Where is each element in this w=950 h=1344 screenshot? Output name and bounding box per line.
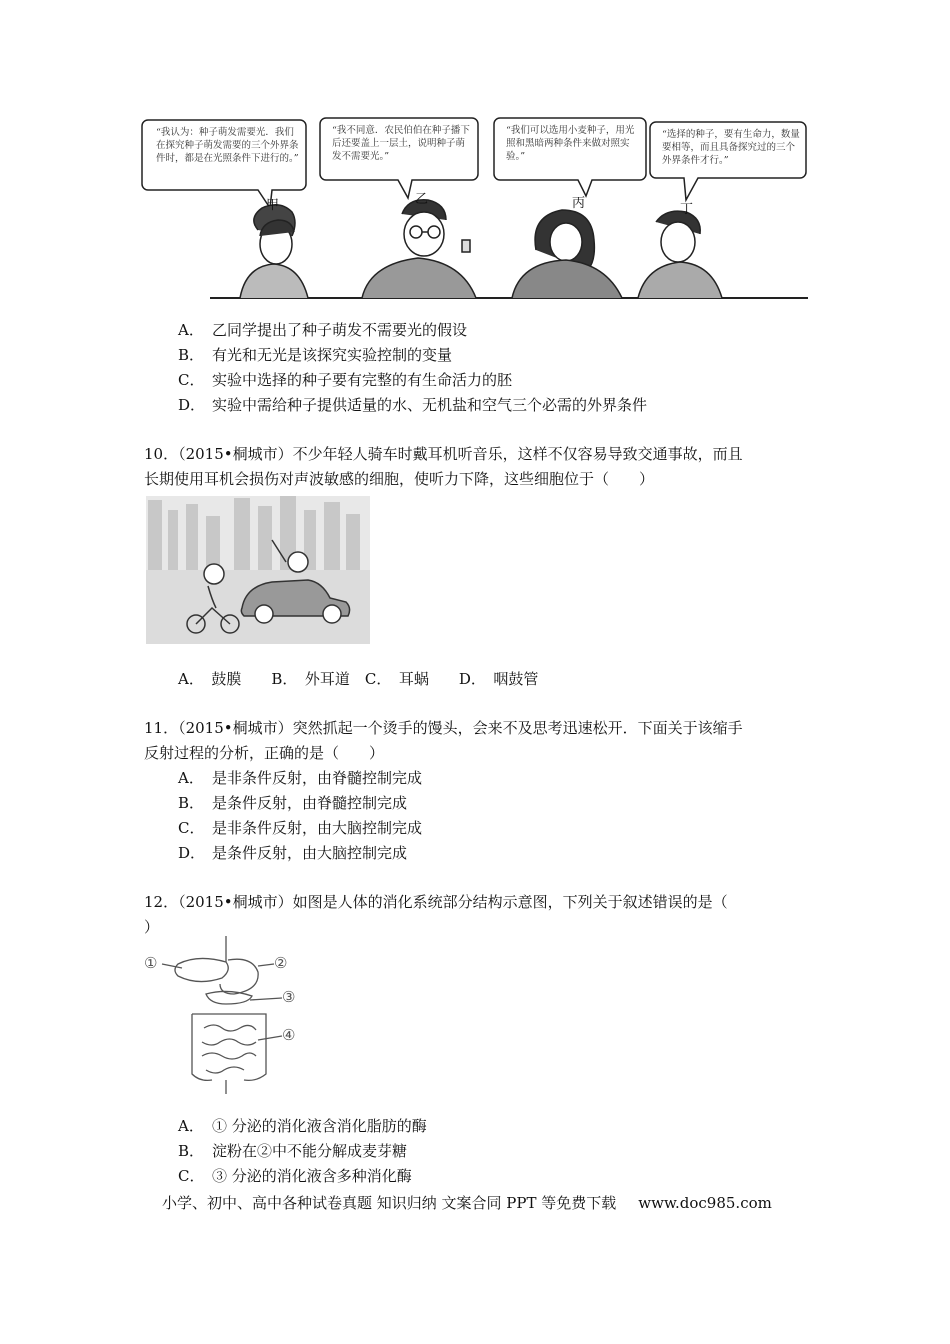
- q9-cartoon-figure: [140, 110, 810, 302]
- q11-option-b[interactable]: B． 是条件反射，由脊髓控制完成: [178, 794, 408, 812]
- organ-label-1: ①: [144, 954, 158, 972]
- organ-label-3: ③: [282, 988, 296, 1006]
- organ-label-4: ④: [282, 1026, 296, 1044]
- q10-street-svg: [146, 496, 370, 644]
- leader-line-3: [250, 998, 282, 1000]
- liver: [175, 958, 228, 981]
- page-footer: [162, 1192, 772, 1213]
- bubble-text-ding: “选择的种子，要有生命力，数量要相等，而且具备探究过的三个外界条件才行。”: [662, 129, 800, 166]
- person-bing: [512, 210, 622, 298]
- footer-url[interactable]: www.doc985.com: [638, 1194, 772, 1212]
- q9-option-a[interactable]: A． 乙同学提出了种子萌发不需要光的假设: [178, 321, 468, 339]
- organ-label-2: ②: [274, 954, 288, 972]
- q9-option-c[interactable]: C． 实验中选择的种子要有完整的有生命活力的胚: [178, 371, 513, 389]
- q10-street-figure: [146, 496, 370, 644]
- name-label-ding: 丁: [680, 202, 694, 217]
- name-label-bing: 丙: [572, 196, 586, 211]
- q11-stem-line1: 11．（2015•桐城市）突然抓起一个烫手的馒头，会来不及思考迅速松开．下面关于该缩手: [144, 719, 743, 737]
- name-label-jia: 甲: [266, 198, 280, 213]
- q12-digestive-figure: [142, 936, 312, 1096]
- q10-options-row[interactable]: A． 鼓膜 B． 外耳道 C． 耳蜗 D． 咽鼓管: [178, 670, 539, 688]
- bubble-text-bing: “我们可以选用小麦种子，用光照和黑暗两种条件来做对照实验。”: [506, 125, 635, 162]
- q11-option-c[interactable]: C． 是非条件反射，由大脑控制完成: [178, 819, 423, 837]
- leader-line-4: [258, 1036, 282, 1040]
- q11-option-a[interactable]: A． 是非条件反射，由脊髓控制完成: [178, 769, 423, 787]
- q12-stem-line2: ）: [144, 918, 160, 936]
- name-label-yi: 乙: [415, 192, 429, 207]
- small-intestine: [202, 1025, 256, 1073]
- q12-stem-line1: 12．（2015•桐城市）如图是人体的消化系统部分结构示意图，下列关于叙述错误的是（: [144, 893, 728, 911]
- footer-text: 小学、初中、高中各种试卷真题 知识归纳 文案合同 PPT 等免费下载: [162, 1194, 617, 1212]
- q9-option-b[interactable]: B． 有光和无光是该探究实验控制的变量: [178, 346, 453, 364]
- city-buildings: [148, 496, 360, 570]
- q10-stem-line2: 长期使用耳机会损伤对声波敏感的细胞，使听力下降，这些细胞位于（ ）: [144, 470, 655, 488]
- person-yi: [362, 200, 476, 298]
- leader-line-1: [162, 964, 182, 968]
- person-jia: [240, 205, 308, 298]
- q10-stem-line1: 10．（2015•桐城市）不少年轻人骑车时戴耳机听音乐，这样不仅容易导致交通事故，而且: [144, 445, 743, 463]
- q12-option-b[interactable]: B． 淀粉在②中不能分解成麦芽糖: [178, 1142, 408, 1160]
- q9-option-d[interactable]: D． 实验中需给种子提供适量的水、无机盐和空气三个必需的外界条件: [178, 396, 648, 414]
- bubble-text-jia: “我认为：种子萌发需要光．我们在探究种子萌发需要的三个外界条件时，都是在光照条件下进行的。”: [156, 127, 299, 164]
- bubble-text-yi: “我不同意．农民伯伯在种子播下后还要盖上一层土，说明种子萌发不需要光。”: [332, 125, 470, 162]
- q12-option-a[interactable]: A． ① 分泌的消化液含消化脂肪的酶: [178, 1117, 427, 1135]
- leader-line-2: [258, 964, 274, 966]
- q11-option-d[interactable]: D． 是条件反射，由大脑控制完成: [178, 844, 408, 862]
- stomach: [220, 959, 258, 994]
- large-intestine: [192, 1014, 266, 1080]
- person-ding: [638, 211, 722, 298]
- q11-stem-line2: 反射过程的分析，正确的是（ ）: [144, 744, 385, 762]
- q12-option-c[interactable]: C． ③ 分泌的消化液含多种消化酶: [178, 1167, 412, 1185]
